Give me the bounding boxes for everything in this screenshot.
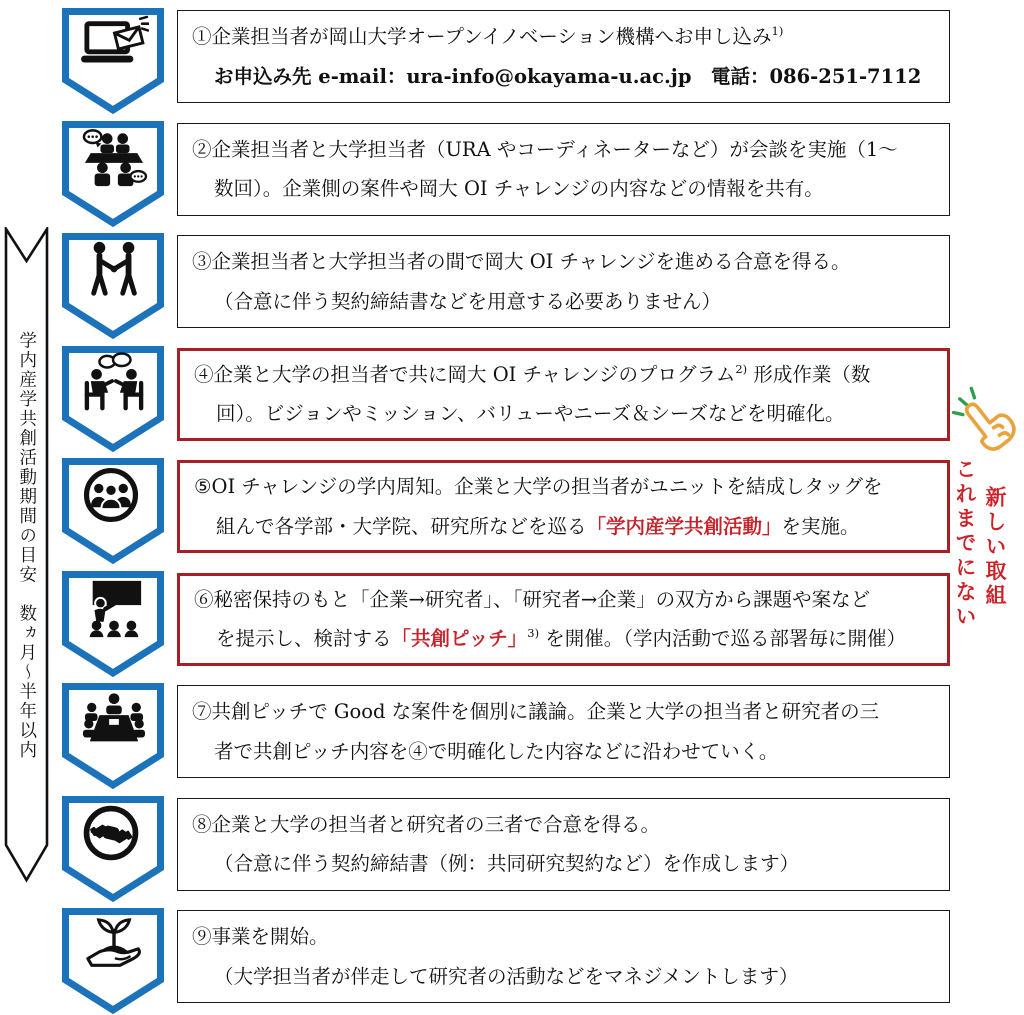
step-line <box>194 588 939 611</box>
step-text: ②企業担当者と大学担当者（URA やコーディネーターなど）が会談を実施（1～ <box>192 137 898 161</box>
step-chevron-1 <box>62 8 164 114</box>
step-text: 数回）。企業側の案件や岡大 OI チャレンジの内容などの情報を共有。 <box>214 177 824 200</box>
step-text: を開催。（学内活動で巡る部署毎に開催） <box>539 627 907 650</box>
footnote-ref: 2) <box>735 361 748 376</box>
step-box-8 <box>177 798 950 891</box>
step-text: ③企業担当者と大学担当者の間で岡大 OI チャレンジを進める合意を得る。 <box>192 250 851 274</box>
step-line <box>192 290 941 313</box>
step-chevron-4 <box>62 346 164 452</box>
step-line <box>192 852 941 875</box>
step-chevron-9 <box>62 908 164 1014</box>
duration-label: 学内産学共創活動期間の目安 数ヵ月～半年以内 <box>16 331 37 760</box>
step-line <box>192 965 941 988</box>
step-text: ⑦共創ピッチで Good な案件を個別に議論。企業と大学の担当者と研究者の三 <box>192 700 880 724</box>
step-line <box>194 515 939 538</box>
handshake-circle-icon <box>79 802 143 864</box>
hand-sprout-icon <box>79 914 149 976</box>
step-chevron-3 <box>62 233 164 339</box>
step-text: ⑨事業を開始。 <box>192 925 329 949</box>
annotation-text <box>954 458 1005 630</box>
duration-ribbon <box>4 227 49 883</box>
step-chevron-5 <box>62 458 164 564</box>
step-text: ⑧企業と大学の担当者と研究者の三者で合意を得る。 <box>192 812 661 836</box>
step-chevron-7 <box>62 683 164 789</box>
step-text: ④企業と大学の担当者で共に岡大 OI チャレンジのプログラム <box>194 362 736 386</box>
footnote-ref: 1) <box>771 24 784 39</box>
step-text: （合意に伴う契約締結書などを用意する必要ありません） <box>214 289 722 313</box>
step-text: ⑥秘密保持のもと「企業→研究者」、「研究者→企業」の双方から課題や案など <box>194 587 871 611</box>
step-line <box>194 363 939 386</box>
step-box-3 <box>177 235 950 328</box>
step-box-9 <box>177 910 950 1003</box>
step-line <box>192 177 941 200</box>
step-line <box>192 138 941 161</box>
step-line <box>194 402 939 425</box>
step-chevron-2 <box>62 121 164 227</box>
step-text: 者で共創ピッチ内容を④で明確化した内容などに沿わせていく。 <box>214 739 779 763</box>
step-box-1 <box>177 10 950 103</box>
step-line <box>192 740 941 763</box>
step-box-4 <box>177 348 950 441</box>
people-circle-icon <box>79 464 143 526</box>
seated-discussion-icon <box>79 352 149 414</box>
step-line <box>192 700 941 723</box>
step-text: ⑤OI チャレンジの学内周知。企業と大学の担当者がユニットを結成しタッグを <box>194 475 883 499</box>
step-line <box>192 925 941 948</box>
step-box-6 <box>177 573 950 666</box>
step-line <box>192 25 941 48</box>
step-line <box>192 813 941 836</box>
step-text: お申込み先 e-mail：ura-info@okayama-u.ac.jp 電話：086-251-7112 <box>214 64 922 88</box>
footnote-ref: 3) <box>527 626 540 640</box>
step-chevron-8 <box>62 796 164 902</box>
step-text: 組んで各学部・大学院、研究所などを巡る <box>216 514 587 538</box>
step-box-2 <box>177 123 950 216</box>
step-text: 回）。ビジョンやミッション、バリューやニーズ＆シーズなどを明確化。 <box>216 402 845 425</box>
annotation-line-2: これまでにない <box>953 458 977 630</box>
highlight-red-text: 「学内産学共創活動」 <box>586 514 782 538</box>
step-line <box>194 627 939 650</box>
annotation-line-1: 新しい取組 <box>983 486 1007 609</box>
step-text: （合意に伴う契約締結書（例：共同研究契約など）を作成します） <box>214 852 800 875</box>
highlight-red-text: 「共創ピッチ」 <box>391 627 528 650</box>
presentation-icon <box>79 577 149 639</box>
step-box-7 <box>177 685 950 778</box>
step-text: ①企業担当者が岡山大学オープンイノベーション機構へお申し込み <box>192 25 772 49</box>
step-text: （大学担当者が伴走して研究者の活動などをマネジメントします） <box>214 964 799 988</box>
conference-table-icon <box>79 689 149 751</box>
handshake-people-icon <box>79 239 149 301</box>
step-chevron-6 <box>62 571 164 677</box>
step-text: を実施。 <box>781 514 860 538</box>
step-text: を提示し、検討する <box>216 627 392 650</box>
step-line <box>194 475 939 498</box>
meeting-bubbles-icon <box>79 127 149 189</box>
laptop-email-icon <box>79 14 149 76</box>
step-line <box>192 65 941 88</box>
pointing-hand-icon <box>950 381 1020 463</box>
step-text: 形成作業（数 <box>747 362 871 386</box>
step-line <box>192 250 941 273</box>
step-box-5 <box>177 460 950 553</box>
